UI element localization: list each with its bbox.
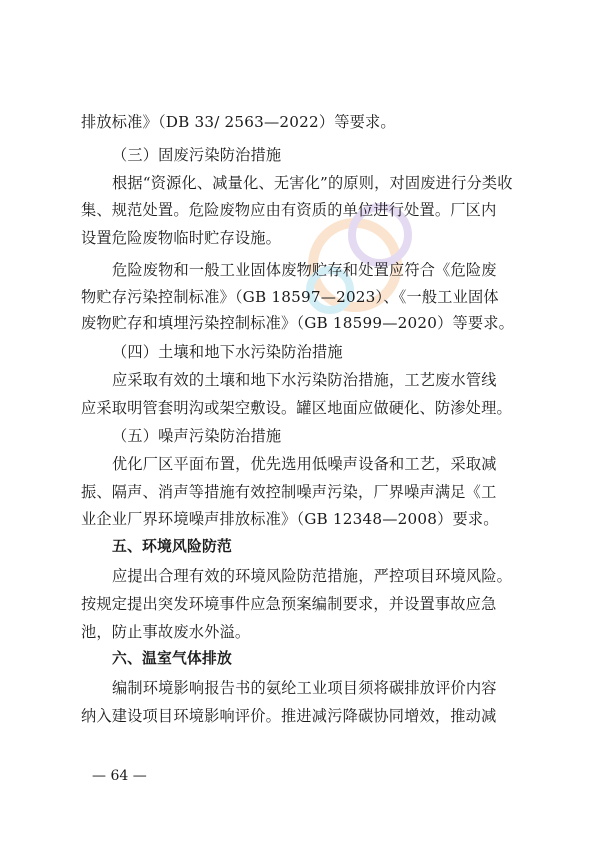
- body-line: 按规定提出突发环境事件应急预案编制要求，并设置事故应急: [81, 595, 497, 613]
- section-heading-environmental-risk: 五、环境风险防范: [112, 538, 232, 555]
- body-line: 业企业厂界环境噪声排放标准》（GB 12348—2008）要求。: [81, 510, 499, 528]
- body-line: 纳入建设项目环境影响评价。推进减污降碳协同增效，推动减: [81, 707, 497, 725]
- body-line: 集、规范处置。危险废物应由有资质的单位进行处置。厂区内: [81, 201, 497, 219]
- subheading-solid-waste: （三）固废污染防治措施: [112, 146, 282, 164]
- body-line: 排放标准》（DB 33/ 2563—2022）等要求。: [81, 113, 396, 131]
- body-line: 应采取有效的土壤和地下水污染防治措施，工艺废水管线: [112, 371, 497, 389]
- body-line: 物贮存污染控制标准》（GB 18597—2023）、《一般工业固体: [81, 288, 499, 306]
- body-line: 应采取明管套明沟或架空敷设。罐区地面应做硬化、防渗处理。: [81, 399, 512, 417]
- page-number: — 64 —: [92, 768, 147, 784]
- body-line: 振、隔声、消声等措施有效控制噪声污染，厂界噪声满足《工: [81, 483, 497, 501]
- body-line: 危险废物和一般工业固体废物贮存和处置应符合《危险废: [112, 261, 497, 279]
- body-line: 根据“资源化、减量化、无害化”的原则，对固废进行分类收: [112, 174, 513, 192]
- body-line: 应提出合理有效的环境风险防范措施，严控项目环境风险。: [112, 567, 513, 585]
- body-line: 设置危险废物临时贮存设施。: [81, 229, 282, 247]
- body-line: 池，防止事故废水外溢。: [81, 623, 251, 641]
- subheading-soil-groundwater: （四）土壤和地下水污染防治措施: [112, 343, 343, 361]
- body-line: 废物贮存和填埋污染控制标准》（GB 18599—2020）等要求。: [81, 314, 515, 332]
- section-heading-greenhouse-gas: 六、温室气体排放: [112, 650, 232, 667]
- subheading-noise: （五）噪声污染防治措施: [112, 427, 282, 445]
- body-line: 优化厂区平面布置，优先选用低噪声设备和工艺，采取减: [112, 455, 497, 473]
- body-line: 编制环境影响报告书的氨纶工业项目须将碳排放评价内容: [112, 679, 497, 697]
